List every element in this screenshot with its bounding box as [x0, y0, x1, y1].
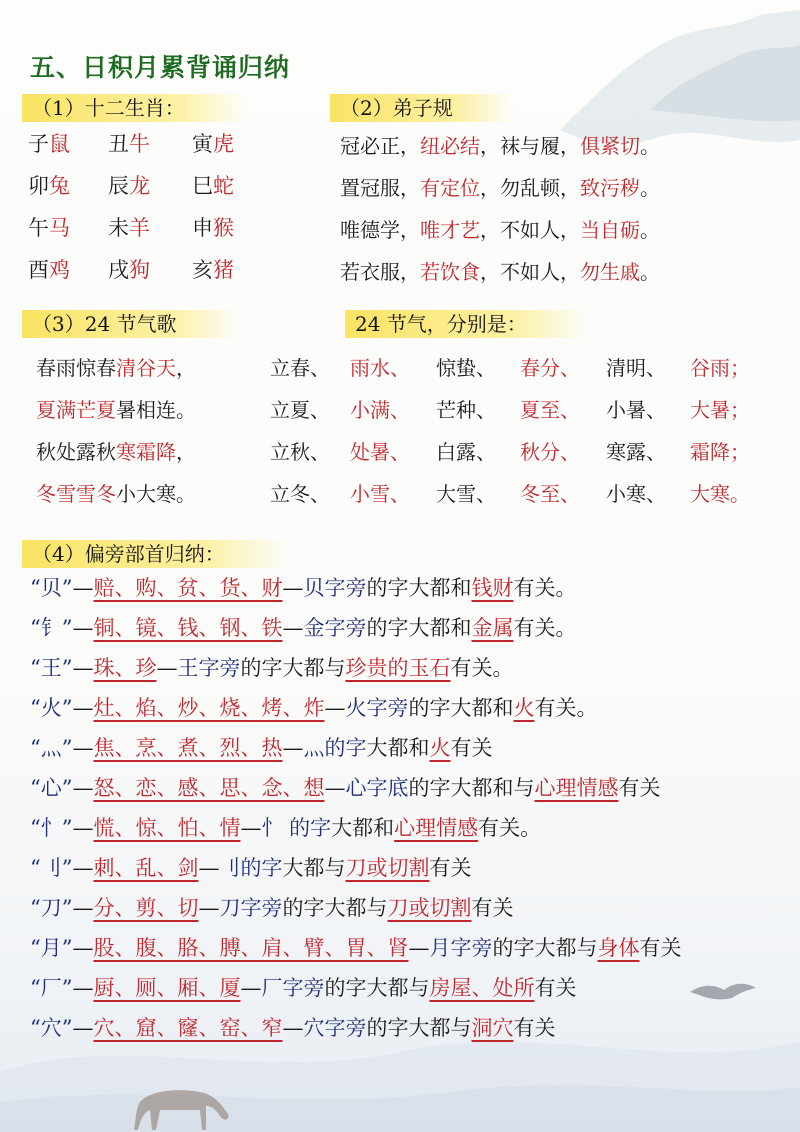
radical-symbol: “钅” — [30, 616, 73, 640]
radical-examples: 穴、窟、窿、窑、窄 — [93, 1016, 283, 1040]
radical-line — [30, 732, 492, 762]
zodiac-branch: 寅 — [192, 132, 213, 156]
zodiac-branch: 戌 — [108, 258, 129, 282]
radical-tail: 有关 — [513, 1016, 556, 1040]
dash: — — [72, 656, 94, 680]
zodiac-item — [108, 128, 150, 158]
jieqi-term: 清明、 — [606, 356, 666, 380]
radical-topic: 心理情感 — [534, 776, 619, 800]
radical-examples: 厨、厕、厢、厦 — [93, 976, 241, 1000]
radical-symbol: “火” — [30, 696, 73, 720]
radical-topic: 刀或切割 — [345, 856, 430, 880]
jieqi-term: 立春、 — [270, 356, 330, 380]
zodiac-item — [192, 128, 234, 158]
radical-examples: 珠、珍 — [93, 656, 157, 680]
dash: — — [282, 736, 304, 760]
jieqi-term: 惊蛰、 — [436, 356, 496, 380]
radical-connector: 的字大都与 — [282, 896, 388, 920]
jieqi-term: 立秋、 — [270, 440, 330, 464]
dizigui-segment: 纽必结 — [420, 134, 480, 158]
dash: — — [198, 896, 220, 920]
jieqi-song-segment: ， — [176, 356, 196, 380]
zodiac-branch: 巳 — [192, 174, 213, 198]
radical-part-name: 王字旁 — [177, 656, 241, 680]
dizigui-segment: ，勿乱顿， — [480, 176, 580, 200]
radical-part-name: 厂字旁 — [261, 976, 325, 1000]
radical-part-name: 月字旁 — [429, 936, 493, 960]
radical-topic: 金属 — [471, 616, 514, 640]
zodiac-branch: 亥 — [192, 258, 213, 282]
dizigui-segment: 当自砺 — [580, 218, 640, 242]
dizigui-segment: 置冠服， — [340, 176, 420, 200]
radical-connector: 的字大都与 — [240, 656, 346, 680]
zodiac-branch: 丑 — [108, 132, 129, 156]
jieqi-song-segment: 秋处露秋 — [36, 440, 116, 464]
radical-symbol: “月” — [30, 936, 73, 960]
radical-tail: 有关。 — [513, 616, 577, 640]
jieqi-term: 秋分、 — [520, 440, 580, 464]
dizigui-segment: 唯德学， — [340, 218, 420, 242]
radical-symbol: “贝” — [30, 576, 73, 600]
dizigui-line — [340, 214, 660, 243]
zodiac-animal: 龙 — [129, 174, 150, 198]
zodiac-branch: 卯 — [28, 174, 49, 198]
jieqi-term: 大寒。 — [690, 482, 750, 506]
dash: — — [72, 616, 94, 640]
dizigui-segment: 。 — [640, 176, 660, 200]
jieqi-song-segment: 寒霜降 — [116, 440, 176, 464]
radical-topic: 火 — [429, 736, 451, 760]
radical-line — [30, 932, 681, 962]
jieqi-term: 立夏、 — [270, 398, 330, 422]
horse-illustration — [120, 1072, 240, 1132]
zodiac-branch: 申 — [192, 216, 213, 240]
jieqi-term: 大暑； — [690, 398, 750, 422]
dash: — — [72, 776, 94, 800]
jieqi-term: 小暑、 — [606, 398, 666, 422]
zodiac-branch: 未 — [108, 216, 129, 240]
zodiac-item — [192, 212, 234, 242]
radical-tail: 有关 — [639, 936, 682, 960]
radical-part-name: 灬的字 — [303, 736, 367, 760]
radical-connector: 的字大都与 — [366, 1016, 472, 1040]
radical-examples: 刺、乱、剑 — [93, 856, 199, 880]
dash: — — [72, 816, 94, 840]
dizigui-segment: 有定位 — [420, 176, 480, 200]
radical-part-name: 火字旁 — [345, 696, 409, 720]
jieqi-song-line — [36, 352, 196, 381]
dizigui-segment: ，袜与履， — [480, 134, 580, 158]
dizigui-segment: 致污秽 — [580, 176, 640, 200]
zodiac-animal: 鸡 — [49, 258, 70, 282]
radical-examples: 慌、惊、怕、情 — [93, 816, 241, 840]
zodiac-animal: 猪 — [213, 258, 234, 282]
radical-part-name: 穴字旁 — [303, 1016, 367, 1040]
dizigui-segment: 若衣服， — [340, 260, 420, 284]
radical-part-name: 忄 的字 — [261, 816, 332, 840]
dash: — — [72, 856, 94, 880]
zodiac-branch: 子 — [28, 132, 49, 156]
radical-examples: 灶、焰、炒、烧、烤、炸 — [93, 696, 325, 720]
dash: — — [324, 696, 346, 720]
zodiac-header: （1）十二生肖： — [22, 92, 245, 121]
radical-line — [30, 852, 471, 882]
radical-symbol: “穴” — [30, 1016, 73, 1040]
zodiac-item — [28, 254, 70, 284]
radical-line — [30, 692, 597, 722]
radical-symbol: “灬” — [30, 736, 73, 760]
jieqi-term: 谷雨； — [690, 356, 750, 380]
dizigui-segment: 。 — [640, 260, 660, 284]
radical-connector: 的字大都和 — [366, 576, 472, 600]
radical-line — [30, 572, 576, 602]
jieqi-song-header: （3）24 节气歌 — [22, 308, 237, 337]
radical-tail: 有关 — [534, 976, 577, 1000]
radical-connector: 大都和 — [366, 736, 430, 760]
radical-topic: 心理情感 — [394, 816, 479, 840]
radical-topic: 房屋、处所 — [429, 976, 535, 1000]
radical-tail: 有关 — [471, 896, 514, 920]
dizigui-segment: 冠必正， — [340, 134, 420, 158]
radical-symbol: “刂” — [30, 856, 73, 880]
jieqi-song-segment: 春雨惊春 — [36, 356, 116, 380]
radical-tail: 有关 — [450, 736, 493, 760]
radical-symbol: “刀” — [30, 896, 73, 920]
dizigui-line — [340, 172, 660, 201]
jieqi-term: 芒种、 — [436, 398, 496, 422]
jieqi-term: 夏至、 — [520, 398, 580, 422]
radical-topic: 珍贵的玉石 — [345, 656, 451, 680]
dash: — — [408, 936, 430, 960]
radical-connector: 的字大都与 — [324, 976, 430, 1000]
radical-line — [30, 612, 576, 642]
radical-topic: 钱财 — [471, 576, 514, 600]
radical-part-name: 刂的字 — [219, 856, 283, 880]
dash: — — [72, 1016, 94, 1040]
dash: — — [72, 696, 94, 720]
jieqi-song-segment: 小大寒。 — [116, 482, 196, 506]
radical-part-name: 贝字旁 — [303, 576, 367, 600]
zodiac-item — [192, 170, 234, 200]
radical-examples: 股、腹、胳、膊、肩、臂、胃、肾 — [93, 936, 409, 960]
radical-tail: 有关。 — [478, 816, 542, 840]
dash: — — [240, 976, 262, 1000]
dizigui-segment: 。 — [640, 134, 660, 158]
zodiac-animal: 狗 — [129, 258, 150, 282]
zodiac-item — [108, 254, 150, 284]
zodiac-item — [192, 254, 234, 284]
radical-part-name: 心字底 — [345, 776, 409, 800]
dash: — — [240, 816, 262, 840]
zodiac-branch: 午 — [28, 216, 49, 240]
radical-tail: 有关 — [618, 776, 661, 800]
radical-topic: 火 — [513, 696, 535, 720]
dizigui-header: （2）弟子规 — [330, 92, 513, 121]
radical-connector: 的字大都和与 — [408, 776, 535, 800]
dizigui-segment: 若饮食 — [420, 260, 480, 284]
jieqi-term: 霜降； — [690, 440, 750, 464]
jieqi-term: 立冬、 — [270, 482, 330, 506]
radical-tail: 有关。 — [534, 696, 598, 720]
radical-connector: 大都与 — [282, 856, 346, 880]
zodiac-item — [108, 170, 150, 200]
dash: — — [324, 776, 346, 800]
radical-examples: 铜、镜、钱、钢、铁 — [93, 616, 283, 640]
radicals-header: （4）偏旁部首归纳： — [22, 538, 285, 567]
radical-line — [30, 772, 660, 802]
radical-connector: 的字大都和 — [408, 696, 514, 720]
dizigui-segment: 唯才艺 — [420, 218, 480, 242]
radical-line — [30, 892, 513, 922]
crane-illustration — [688, 978, 758, 1006]
jieqi-song-segment: 冬雪雪冬 — [36, 482, 116, 506]
jieqi-term: 小寒、 — [606, 482, 666, 506]
jieqi-song-segment: 暑相连。 — [116, 398, 196, 422]
zodiac-branch: 辰 — [108, 174, 129, 198]
radical-tail: 有关 — [429, 856, 472, 880]
zodiac-branch: 酉 — [28, 258, 49, 282]
dash: — — [198, 856, 220, 880]
radical-symbol: “心” — [30, 776, 73, 800]
dash: — — [282, 616, 304, 640]
radical-examples: 焦、烹、煮、烈、热 — [93, 736, 283, 760]
zodiac-animal: 兔 — [49, 174, 70, 198]
jieqi-term: 白露、 — [436, 440, 496, 464]
zodiac-animal: 鼠 — [49, 132, 70, 156]
radical-examples: 分、剪、切 — [93, 896, 199, 920]
jieqi-song-line — [36, 394, 196, 423]
jieqi-term: 小满、 — [350, 398, 410, 422]
dash: — — [72, 736, 94, 760]
dizigui-segment: ，不如人， — [480, 260, 580, 284]
zodiac-animal: 猴 — [213, 216, 234, 240]
radical-topic: 身体 — [597, 936, 640, 960]
jieqi-song-segment: 夏满芒夏 — [36, 398, 116, 422]
dash: — — [156, 656, 178, 680]
page-title: 五、日积月累背诵归纳 — [30, 53, 291, 82]
dizigui-segment: ，不如人， — [480, 218, 580, 242]
radical-line — [30, 812, 541, 842]
zodiac-animal: 蛇 — [213, 174, 234, 198]
dizigui-segment: 勿生戚 — [580, 260, 640, 284]
dash: — — [72, 936, 94, 960]
radical-line — [30, 972, 576, 1002]
jieqi-list-header: 24 节气，分别是： — [345, 308, 587, 337]
jieqi-term: 小雪、 — [350, 482, 410, 506]
zodiac-item — [28, 128, 70, 158]
radical-symbol: “王” — [30, 656, 73, 680]
dizigui-line — [340, 256, 660, 285]
dizigui-line — [340, 130, 660, 159]
jieqi-term: 雨水、 — [350, 356, 410, 380]
radical-connector: 的字大都和 — [366, 616, 472, 640]
radical-tail: 有关。 — [513, 576, 577, 600]
zodiac-item — [108, 212, 150, 242]
jieqi-term: 冬至、 — [520, 482, 580, 506]
dash: — — [282, 1016, 304, 1040]
radical-tail: 有关。 — [450, 656, 514, 680]
dash: — — [282, 576, 304, 600]
jieqi-song-line — [36, 478, 196, 507]
radical-examples: 赔、购、贫、货、财 — [93, 576, 283, 600]
dash: — — [72, 576, 94, 600]
radical-line — [30, 652, 513, 682]
dizigui-segment: 。 — [640, 218, 660, 242]
jieqi-term: 寒露、 — [606, 440, 666, 464]
radical-examples: 怒、恋、感、思、念、想 — [93, 776, 325, 800]
zodiac-animal: 虎 — [213, 132, 234, 156]
radical-connector: 大都和 — [331, 816, 395, 840]
dash: — — [72, 976, 94, 1000]
zodiac-animal: 马 — [49, 216, 70, 240]
jieqi-song-line — [36, 436, 196, 465]
radical-connector: 的字大都与 — [492, 936, 598, 960]
zodiac-item — [28, 170, 70, 200]
radical-line — [30, 1012, 555, 1042]
zodiac-animal: 羊 — [129, 216, 150, 240]
radical-symbol: “忄” — [30, 816, 73, 840]
dash: — — [72, 896, 94, 920]
radical-topic: 洞穴 — [471, 1016, 514, 1040]
zodiac-item — [28, 212, 70, 242]
radical-part-name: 金字旁 — [303, 616, 367, 640]
jieqi-song-segment: 清谷天 — [116, 356, 176, 380]
radical-symbol: “厂” — [30, 976, 73, 1000]
radical-part-name: 刀字旁 — [219, 896, 283, 920]
zodiac-animal: 牛 — [129, 132, 150, 156]
radical-topic: 刀或切割 — [387, 896, 472, 920]
jieqi-term: 大雪、 — [436, 482, 496, 506]
jieqi-term: 处暑、 — [350, 440, 410, 464]
dizigui-segment: 俱紧切 — [580, 134, 640, 158]
jieqi-term: 春分、 — [520, 356, 580, 380]
jieqi-song-segment: ， — [176, 440, 196, 464]
